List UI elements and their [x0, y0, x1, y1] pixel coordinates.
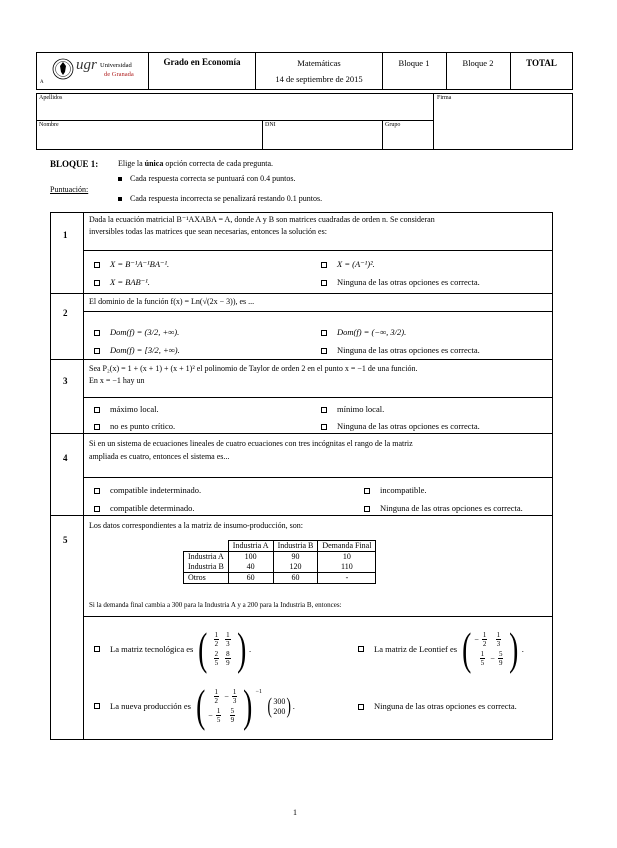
- question-stem: Si la demanda final cambia a 300 para la Industria A y a 200 para la Industria B, entonces:: [89, 601, 342, 609]
- university-logo: [52, 57, 142, 85]
- checkbox[interactable]: [321, 330, 327, 336]
- signature-field[interactable]: [434, 101, 572, 149]
- checkbox[interactable]: [94, 407, 100, 413]
- answer-option[interactable]: no es punto crítico.: [94, 421, 175, 431]
- question-stem: Los datos correspondientes a la matriz de insumo-producción, son:: [89, 521, 303, 530]
- question-number: 3: [63, 376, 68, 386]
- group-label: Grupo: [385, 122, 401, 128]
- checkbox[interactable]: [94, 330, 100, 336]
- logo-text: ugr: [76, 57, 97, 73]
- table-row: Otros 60 60 -: [184, 573, 376, 584]
- checkbox[interactable]: [364, 506, 370, 512]
- name-label: Nombre: [39, 122, 59, 128]
- checkbox[interactable]: [94, 424, 100, 430]
- question-stem: Si en un sistema de ecuaciones lineales de cuatro ecuaciones con tres incógnitas el rango de la matriz: [89, 439, 413, 448]
- question-number: 5: [63, 535, 68, 545]
- answer-option[interactable]: incompatible.: [364, 485, 427, 495]
- question-stem: Dada la ecuación matricial B⁻¹AXABA = A, donde A y B son matrices cuadradas de orden n. Se consideran: [89, 215, 435, 224]
- column-header: Industria A: [228, 541, 273, 552]
- checkbox[interactable]: [358, 704, 364, 710]
- column-header: Demanda Final: [318, 541, 376, 552]
- bullet-icon: [118, 177, 122, 181]
- checkbox[interactable]: [94, 262, 100, 268]
- university-line1: Universidad: [100, 62, 132, 69]
- block2-header: Bloque 2: [462, 58, 494, 68]
- dni-label: DNI: [265, 122, 276, 128]
- answer-option[interactable]: Ninguna de las otras opciones es correcta.: [364, 503, 523, 513]
- question-number: 4: [63, 453, 68, 463]
- degree-title: Grado en Economía: [163, 57, 241, 67]
- checkbox[interactable]: [321, 407, 327, 413]
- answer-option[interactable]: Ninguna de las otras opciones es correcta.: [321, 277, 480, 287]
- answer-option[interactable]: La matriz de Leontief es ( − $\frac{1}{2}$ $\frac{1}{5}$ $\frac{1}{3}$ − $\frac{5}{9}$ ) .: [358, 626, 524, 672]
- checkbox[interactable]: [94, 280, 100, 286]
- question-stem: El dominio de la función f(x) = Ln(√(2x − 3)), es ...: [89, 297, 255, 306]
- answer-option[interactable]: Dom(f) = (−∞, 3/2).: [321, 327, 406, 337]
- block1-header: Bloque 1: [398, 58, 430, 68]
- answer-option[interactable]: Ninguna de las otras opciones es correcta.: [321, 345, 480, 355]
- answer-option[interactable]: mínimo local.: [321, 404, 384, 414]
- checkbox[interactable]: [94, 506, 100, 512]
- answer-option[interactable]: X = B⁻¹A⁻¹BA⁻¹.: [94, 259, 169, 270]
- checkbox[interactable]: [94, 348, 100, 354]
- checkbox[interactable]: [321, 348, 327, 354]
- surname-field[interactable]: [37, 101, 432, 119]
- checkbox[interactable]: [94, 703, 100, 709]
- total-header: TOTAL: [526, 58, 557, 68]
- answer-option[interactable]: X = (A⁻¹)².: [321, 259, 375, 270]
- answer-option[interactable]: La nueva producción es ( $\frac{1}{2}$ − $\frac{1}{5}$ − $\frac{1}{3}$ $\frac{5}{9}$ ) −1 ( 300 200 ) .: [94, 683, 295, 729]
- rule-correct: Cada respuesta correcta se puntuará con 0.4 puntos.: [118, 174, 296, 183]
- question-stem: En x = −1 hay un: [89, 376, 145, 385]
- block-label: BLOQUE 1:: [50, 159, 99, 169]
- question-stem: Sea P₂(x) = 1 + (x + 1) + (x + 1)² el polinomio de Taylor de orden 2 en el punto x = −1 de una función.: [89, 364, 418, 373]
- io-table: [183, 540, 376, 584]
- scoring-label: Puntuación:: [50, 185, 89, 194]
- checkbox[interactable]: [94, 488, 100, 494]
- column-header: Industria B: [273, 541, 318, 552]
- rule-incorrect: Cada respuesta incorrecta se penalizará restando 0.1 puntos.: [118, 194, 322, 203]
- crest-icon: [52, 57, 74, 81]
- group-field[interactable]: [383, 128, 432, 149]
- question-number: 2: [63, 308, 68, 318]
- answer-option[interactable]: Ninguna de las otras opciones es correcta.: [321, 421, 480, 431]
- bullet-icon: [118, 197, 122, 201]
- exam-date: 14 de septiembre de 2015: [275, 74, 363, 84]
- signature-label: Firma: [437, 95, 452, 101]
- subject: Matemáticas: [297, 58, 341, 68]
- instructions-text: Elige la única opción correcta de cada pregunta.: [118, 159, 274, 168]
- answer-option[interactable]: Dom(f) = (3/2, +∞).: [94, 327, 179, 337]
- dni-field[interactable]: [263, 128, 381, 149]
- checkbox[interactable]: [321, 262, 327, 268]
- answer-option[interactable]: máximo local.: [94, 404, 159, 414]
- table-row: Industria A 100 90 10: [184, 552, 376, 563]
- answer-option[interactable]: Ninguna de las otras opciones es correcta.: [358, 701, 517, 711]
- answer-option[interactable]: compatible determinado.: [94, 503, 195, 513]
- answer-option[interactable]: La matriz tecnológica es ( $\frac{1}{2}$ $\frac{2}{5}$ $\frac{1}{3}$ $\frac{8}{9}$ ) .: [94, 626, 251, 672]
- surname-label: Apellidos: [39, 95, 63, 101]
- checkbox[interactable]: [364, 488, 370, 494]
- page-number: 1: [293, 808, 297, 817]
- answer-option[interactable]: compatible indeterminado.: [94, 485, 201, 495]
- checkbox[interactable]: [94, 646, 100, 652]
- checkbox[interactable]: [358, 646, 364, 652]
- answer-option[interactable]: X = BAB⁻¹.: [94, 277, 150, 288]
- answer-option[interactable]: Dom(f) = [3/2, +∞).: [94, 345, 180, 355]
- question-stem: inversibles todas las matrices que sean necesarias, entonces la solución es:: [89, 227, 327, 236]
- question-stem: ampliada es cuatro, entonces el sistema es...: [89, 452, 230, 461]
- question-number: 1: [63, 230, 68, 240]
- name-field[interactable]: [37, 128, 261, 149]
- table-row: Industria B 40 120 110: [184, 562, 376, 573]
- university-line2: de Granada: [104, 71, 134, 78]
- corner-mark: A: [40, 80, 44, 85]
- checkbox[interactable]: [321, 424, 327, 430]
- checkbox[interactable]: [321, 280, 327, 286]
